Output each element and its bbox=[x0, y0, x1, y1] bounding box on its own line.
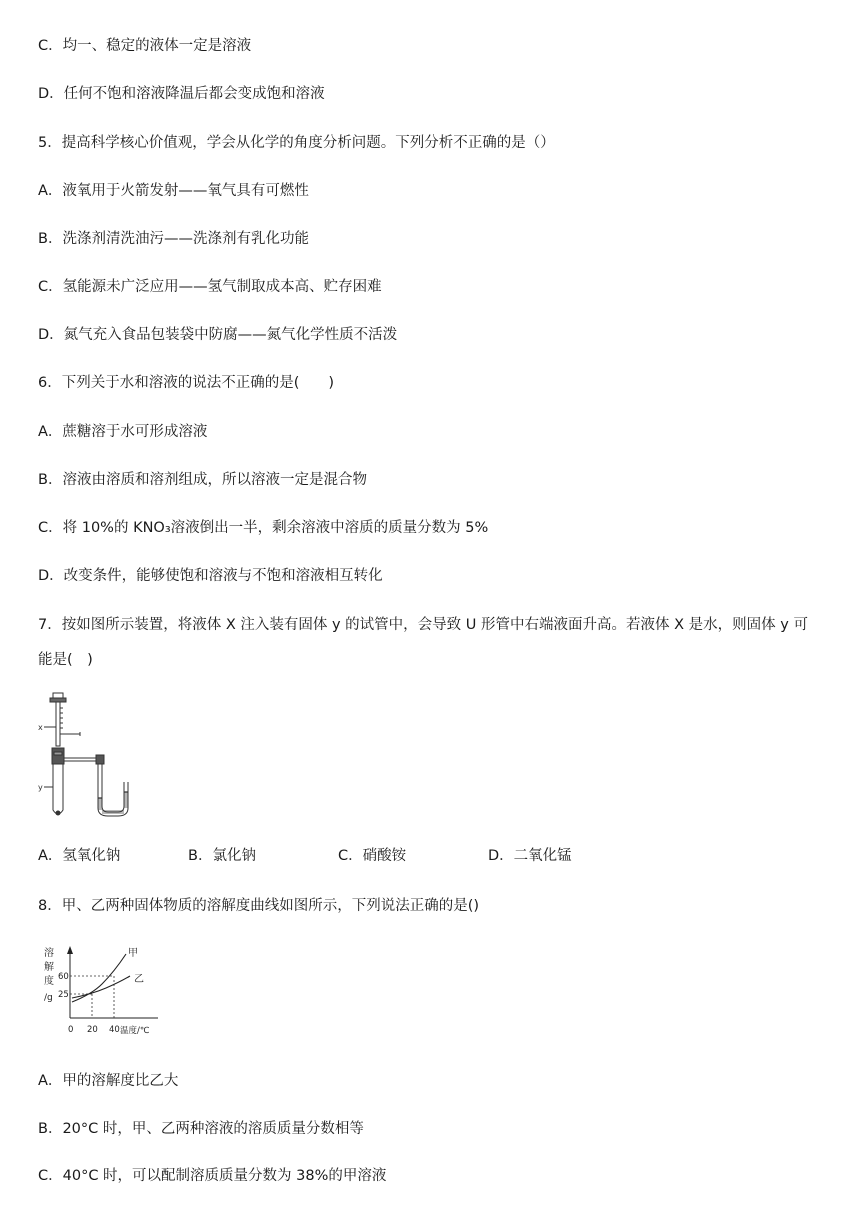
q8-stem: 8．甲、乙两种固体物质的溶解度曲线如图所示，下列说法正确的是() bbox=[38, 898, 480, 914]
ylabel-char-1: 溶 bbox=[44, 948, 54, 959]
xtick-20: 20 bbox=[87, 1025, 98, 1035]
q6-option-c: C．将 10%的 KNO₃溶液倒出一半，剩余溶液中溶质的质量分数为 5% bbox=[38, 520, 489, 536]
q7-stem: 7．按如图所示装置，将液体 X 注入装有固体 y 的试管中，会导致 U 形管中右端液面升高。若液体 X 是水，则固体 y 可 bbox=[38, 617, 808, 633]
q6-option-b: B．溶液由溶质和溶剂组成，所以溶液一定是混合物 bbox=[38, 472, 367, 488]
q7-option-d: D．二氧化锰 bbox=[488, 848, 572, 864]
q8-option-a: A．甲的溶解度比乙大 bbox=[38, 1073, 179, 1089]
q8-option-b: B．20°C 时，甲、乙两种溶液的溶质质量分数相等 bbox=[38, 1121, 364, 1137]
q8-solubility-figure bbox=[40, 942, 170, 1038]
q6-option-d: D．改变条件，能够使饱和溶液与不饱和溶液相互转化 bbox=[38, 568, 383, 584]
q5-stem: 5．提高科学核心价值观，学会从化学的角度分析问题。下列分析不正确的是（） bbox=[38, 135, 555, 151]
q7-apparatus-figure bbox=[38, 692, 138, 820]
label-jia: 甲 bbox=[128, 948, 138, 959]
solubility-curve bbox=[40, 942, 170, 1038]
q8-option-c: C．40°C 时，可以配制溶质质量分数为 38%的甲溶液 bbox=[38, 1168, 387, 1184]
ytick-25: 25 bbox=[58, 990, 69, 1000]
q4-option-c: C．均一、稳定的液体一定是溶液 bbox=[38, 38, 252, 54]
ylabel-char-2: 解 bbox=[44, 962, 54, 973]
q7-options bbox=[38, 846, 818, 866]
xtick-40: 40 bbox=[109, 1025, 120, 1035]
ytick-60: 60 bbox=[58, 972, 69, 982]
ylabel-unit: /g bbox=[44, 993, 53, 1003]
curve-jia bbox=[72, 954, 126, 1002]
label-y: y bbox=[38, 783, 43, 792]
curve-yi bbox=[72, 976, 130, 998]
ylabel-char-3: 度 bbox=[44, 976, 54, 987]
label-yi: 乙 bbox=[134, 974, 144, 985]
q7-option-a: A．氢氧化钠 bbox=[38, 848, 121, 864]
q7-stem-continued: 能是( ) bbox=[38, 652, 93, 668]
q5-option-a: A．液氧用于火箭发射——氧气具有可燃性 bbox=[38, 183, 309, 199]
y-axis-arrow bbox=[67, 946, 73, 954]
q6-stem: 6．下列关于水和溶液的说法不正确的是( ) bbox=[38, 375, 335, 391]
q4-option-d: D．任何不饱和溶液降温后都会变成饱和溶液 bbox=[38, 86, 325, 102]
q6-option-a: A．蔗糖溶于水可形成溶液 bbox=[38, 424, 208, 440]
q5-option-c: C．氢能源未广泛应用——氢气制取成本高、贮存困难 bbox=[38, 279, 382, 295]
q5-option-d: D．氮气充入食品包装袋中防腐——氮气化学性质不活泼 bbox=[38, 327, 398, 343]
apparatus-drawing bbox=[38, 692, 138, 820]
q7-option-b: B．氯化钠 bbox=[188, 848, 256, 864]
q7-option-c: C．硝酸铵 bbox=[338, 848, 407, 864]
xtick-0: 0 bbox=[68, 1025, 74, 1035]
xlabel: 温度/℃ bbox=[120, 1026, 150, 1036]
label-x: x bbox=[38, 723, 43, 732]
q5-option-b: B．洗涤剂清洗油污——洗涤剂有乳化功能 bbox=[38, 231, 309, 247]
